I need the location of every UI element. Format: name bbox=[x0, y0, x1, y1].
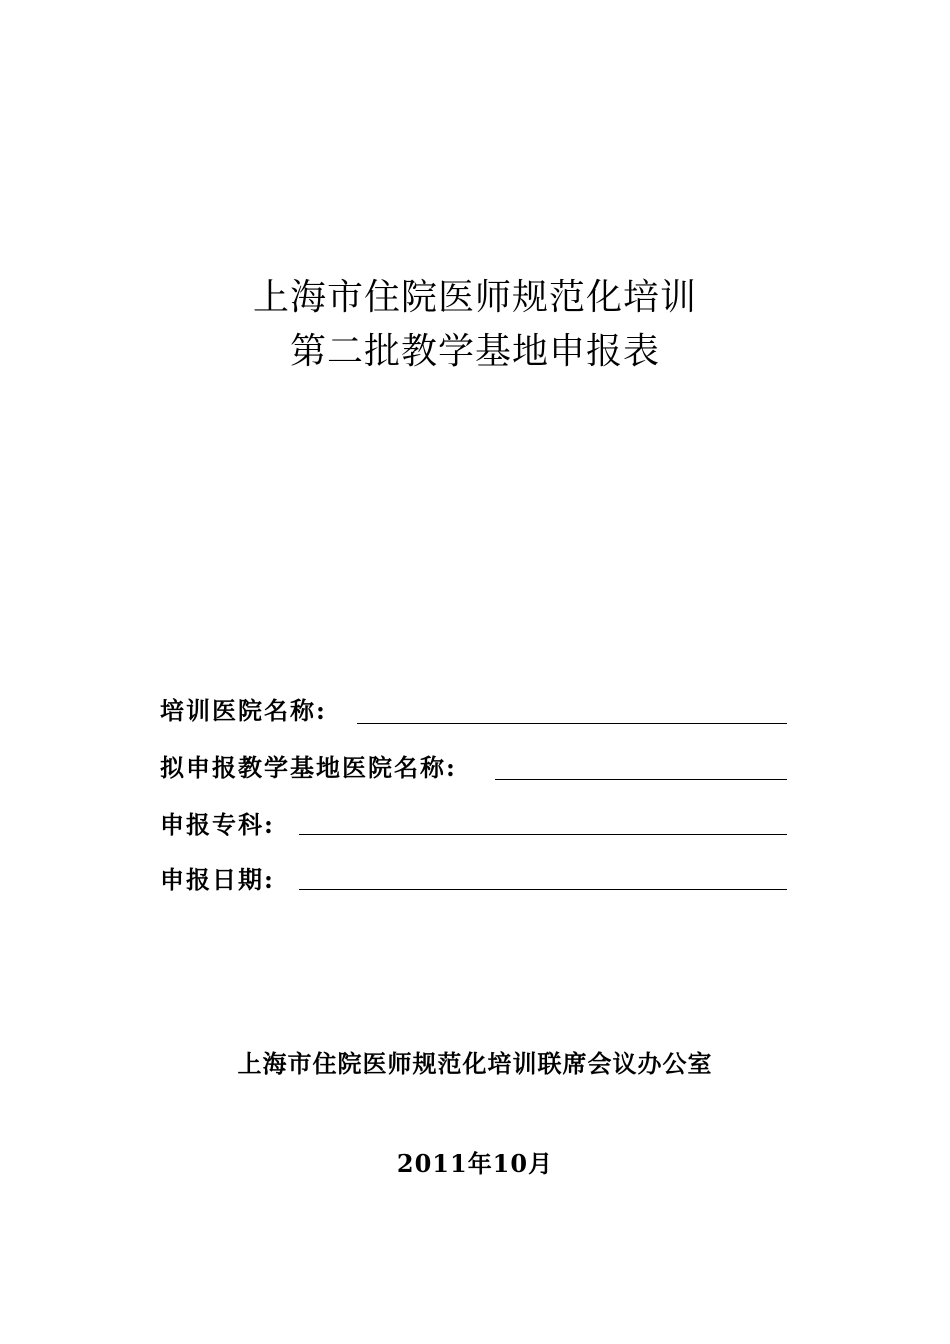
title-line-2: 第二批教学基地申报表 bbox=[289, 331, 660, 372]
title-line-1: 上海市住院医师规范化培训 bbox=[252, 277, 697, 318]
field-training-hospital bbox=[160, 690, 327, 726]
field-label-application-date: 申报日期: bbox=[160, 865, 275, 894]
issuing-office: 上海市住院医师规范化培训联席会议办公室 bbox=[237, 1049, 713, 1078]
field-proposed-base-hospital bbox=[160, 747, 457, 783]
issue-date: 2011年10月 bbox=[396, 1149, 554, 1178]
field-application-date bbox=[160, 859, 275, 895]
field-line-specialty bbox=[299, 834, 787, 835]
field-label-specialty: 申报专科: bbox=[160, 810, 275, 839]
field-line-training-hospital bbox=[357, 723, 787, 724]
field-line-application-date bbox=[299, 889, 787, 890]
field-line-proposed-base-hospital bbox=[495, 779, 787, 780]
field-label-proposed-base-hospital: 拟申报教学基地医院名称: bbox=[160, 753, 457, 782]
field-specialty bbox=[160, 804, 275, 840]
field-label-training-hospital: 培训医院名称: bbox=[160, 696, 327, 725]
